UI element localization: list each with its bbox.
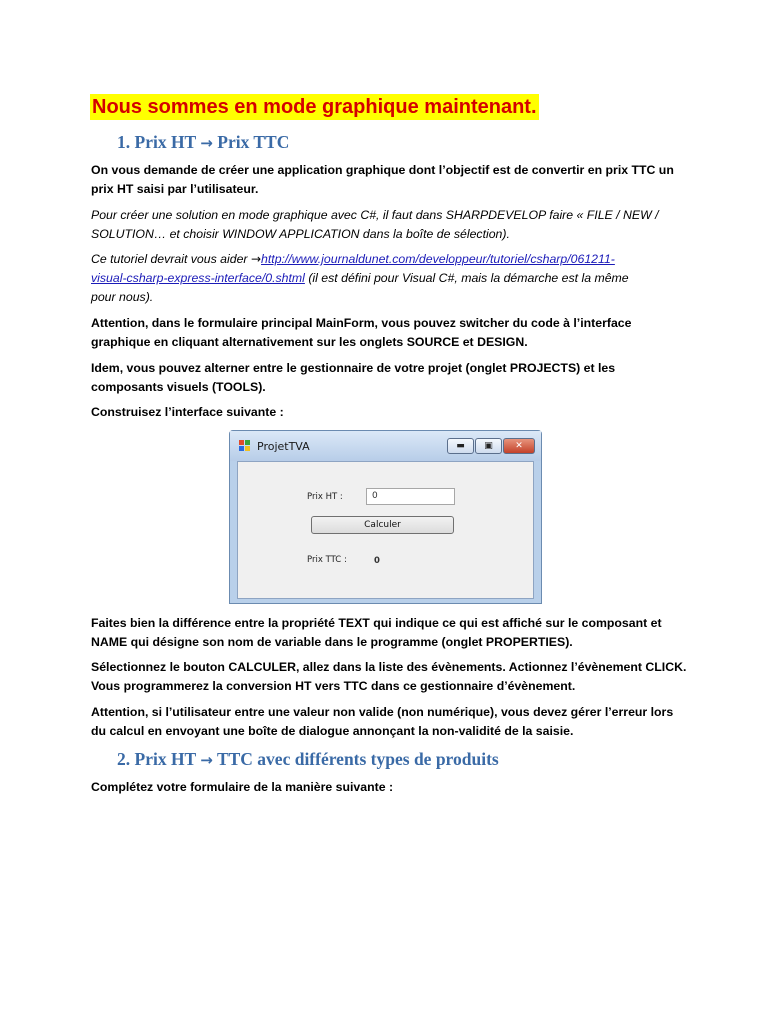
paragraph-text-name [91, 614, 681, 652]
minimize-icon: ▬ [447, 438, 474, 454]
maximize-icon: ▣ [475, 438, 502, 454]
paragraph-click-event [91, 658, 687, 696]
paragraph-mainform [91, 314, 681, 352]
section-1-part2: Prix TTC [217, 132, 290, 152]
paragraph-line: Attention, si l’utilisateur entre une valeur non valide (non numérique), vous devez gérer l’erreur lors [91, 705, 674, 719]
section-2-part2: TTC avec différents types de produits [216, 749, 499, 769]
paragraph-line: graphique en cliquant alternativement sur les onglets SOURCE et DESIGN. [91, 335, 528, 349]
prix-ht-label: Prix HT : [307, 492, 343, 502]
paragraph-build-interface: Construisez l’interface suivante : [91, 405, 284, 419]
paragraph-line: pour nous). [91, 290, 154, 304]
paragraph-line: SOLUTION… et choisir WINDOW APPLICATION dans la boîte de sélection). [91, 227, 510, 241]
window-client-area [237, 461, 534, 599]
window-titlebar [230, 431, 541, 461]
section-2-number: 2. [117, 749, 131, 769]
prix-ht-input: 0 [366, 488, 455, 505]
page-heading: Nous sommes en mode graphique maintenant. [92, 96, 537, 118]
section-1-title [117, 132, 289, 153]
prix-ttc-value: 0 [374, 556, 380, 566]
paragraph-tutorial [91, 250, 681, 307]
paragraph-line: Vous programmerez la conversion HT vers TTC dans ce gestionnaire d’évènement. [91, 679, 576, 693]
tutorial-suffix: (il est défini pour Visual C#, mais la démarche est la même [308, 271, 629, 285]
window-title: ProjetTVA [257, 440, 310, 453]
paragraph-projects [91, 359, 681, 397]
section-2-title [117, 749, 499, 770]
prix-ttc-label: Prix TTC : [307, 555, 347, 565]
paragraph-line: Faites bien la différence entre la propriété TEXT qui indique ce qui est affiché sur le composant et [91, 616, 662, 630]
paragraph-sharpdevelop [91, 206, 681, 244]
paragraph-validation [91, 703, 681, 741]
app-icon [239, 440, 251, 452]
arrow-right-icon: → [200, 134, 213, 152]
section-1-number: 1. [117, 132, 131, 152]
section-2-part1: Prix HT [134, 749, 196, 769]
arrow-right-icon: → [200, 751, 213, 769]
paragraph-line: composants visuels (TOOLS). [91, 380, 266, 394]
paragraph-line: Attention, dans le formulaire principal MainForm, vous pouvez switcher du code à l’interface [91, 316, 632, 330]
calculer-button: Calculer [311, 516, 454, 534]
close-icon: ✕ [503, 438, 535, 454]
paragraph-complete-form: Complétez votre formulaire de la manière suivante : [91, 780, 394, 794]
paragraph-line: NAME qui désigne son nom de variable dans le programme (onglet PROPERTIES). [91, 635, 573, 649]
paragraph-objective [91, 161, 681, 199]
paragraph-line: Pour créer une solution en mode graphique avec C#, il faut dans SHARPDEVELOP faire « FILE / NEW / [91, 208, 659, 222]
tutorial-link-continued[interactable]: visual-csharp-express-interface/0.shtml [91, 271, 305, 285]
tutorial-link[interactable]: http://www.journaldunet.com/developpeur/tutoriel/csharp/061211- [261, 252, 615, 266]
paragraph-line: On vous demande de créer une application graphique dont l’objectif est de convertir en prix TTC un [91, 163, 674, 177]
paragraph-line: Sélectionnez le bouton CALCULER, allez dans la liste des évènements. Actionnez l’évènement CLICK. [91, 660, 687, 674]
paragraph-line: du calcul en envoyant une boîte de dialogue annonçant la non-validité de la saisie. [91, 724, 574, 738]
projettva-window-screenshot [229, 430, 542, 604]
paragraph-line: Idem, vous pouvez alterner entre le gestionnaire de votre projet (onglet PROJECTS) et les [91, 361, 616, 375]
tutorial-prefix: Ce tutoriel devrait vous aider [91, 252, 248, 266]
paragraph-line: prix HT saisi par l’utilisateur. [91, 182, 259, 196]
section-1-part1: Prix HT [134, 132, 196, 152]
arrow-right-icon: → [250, 252, 262, 266]
